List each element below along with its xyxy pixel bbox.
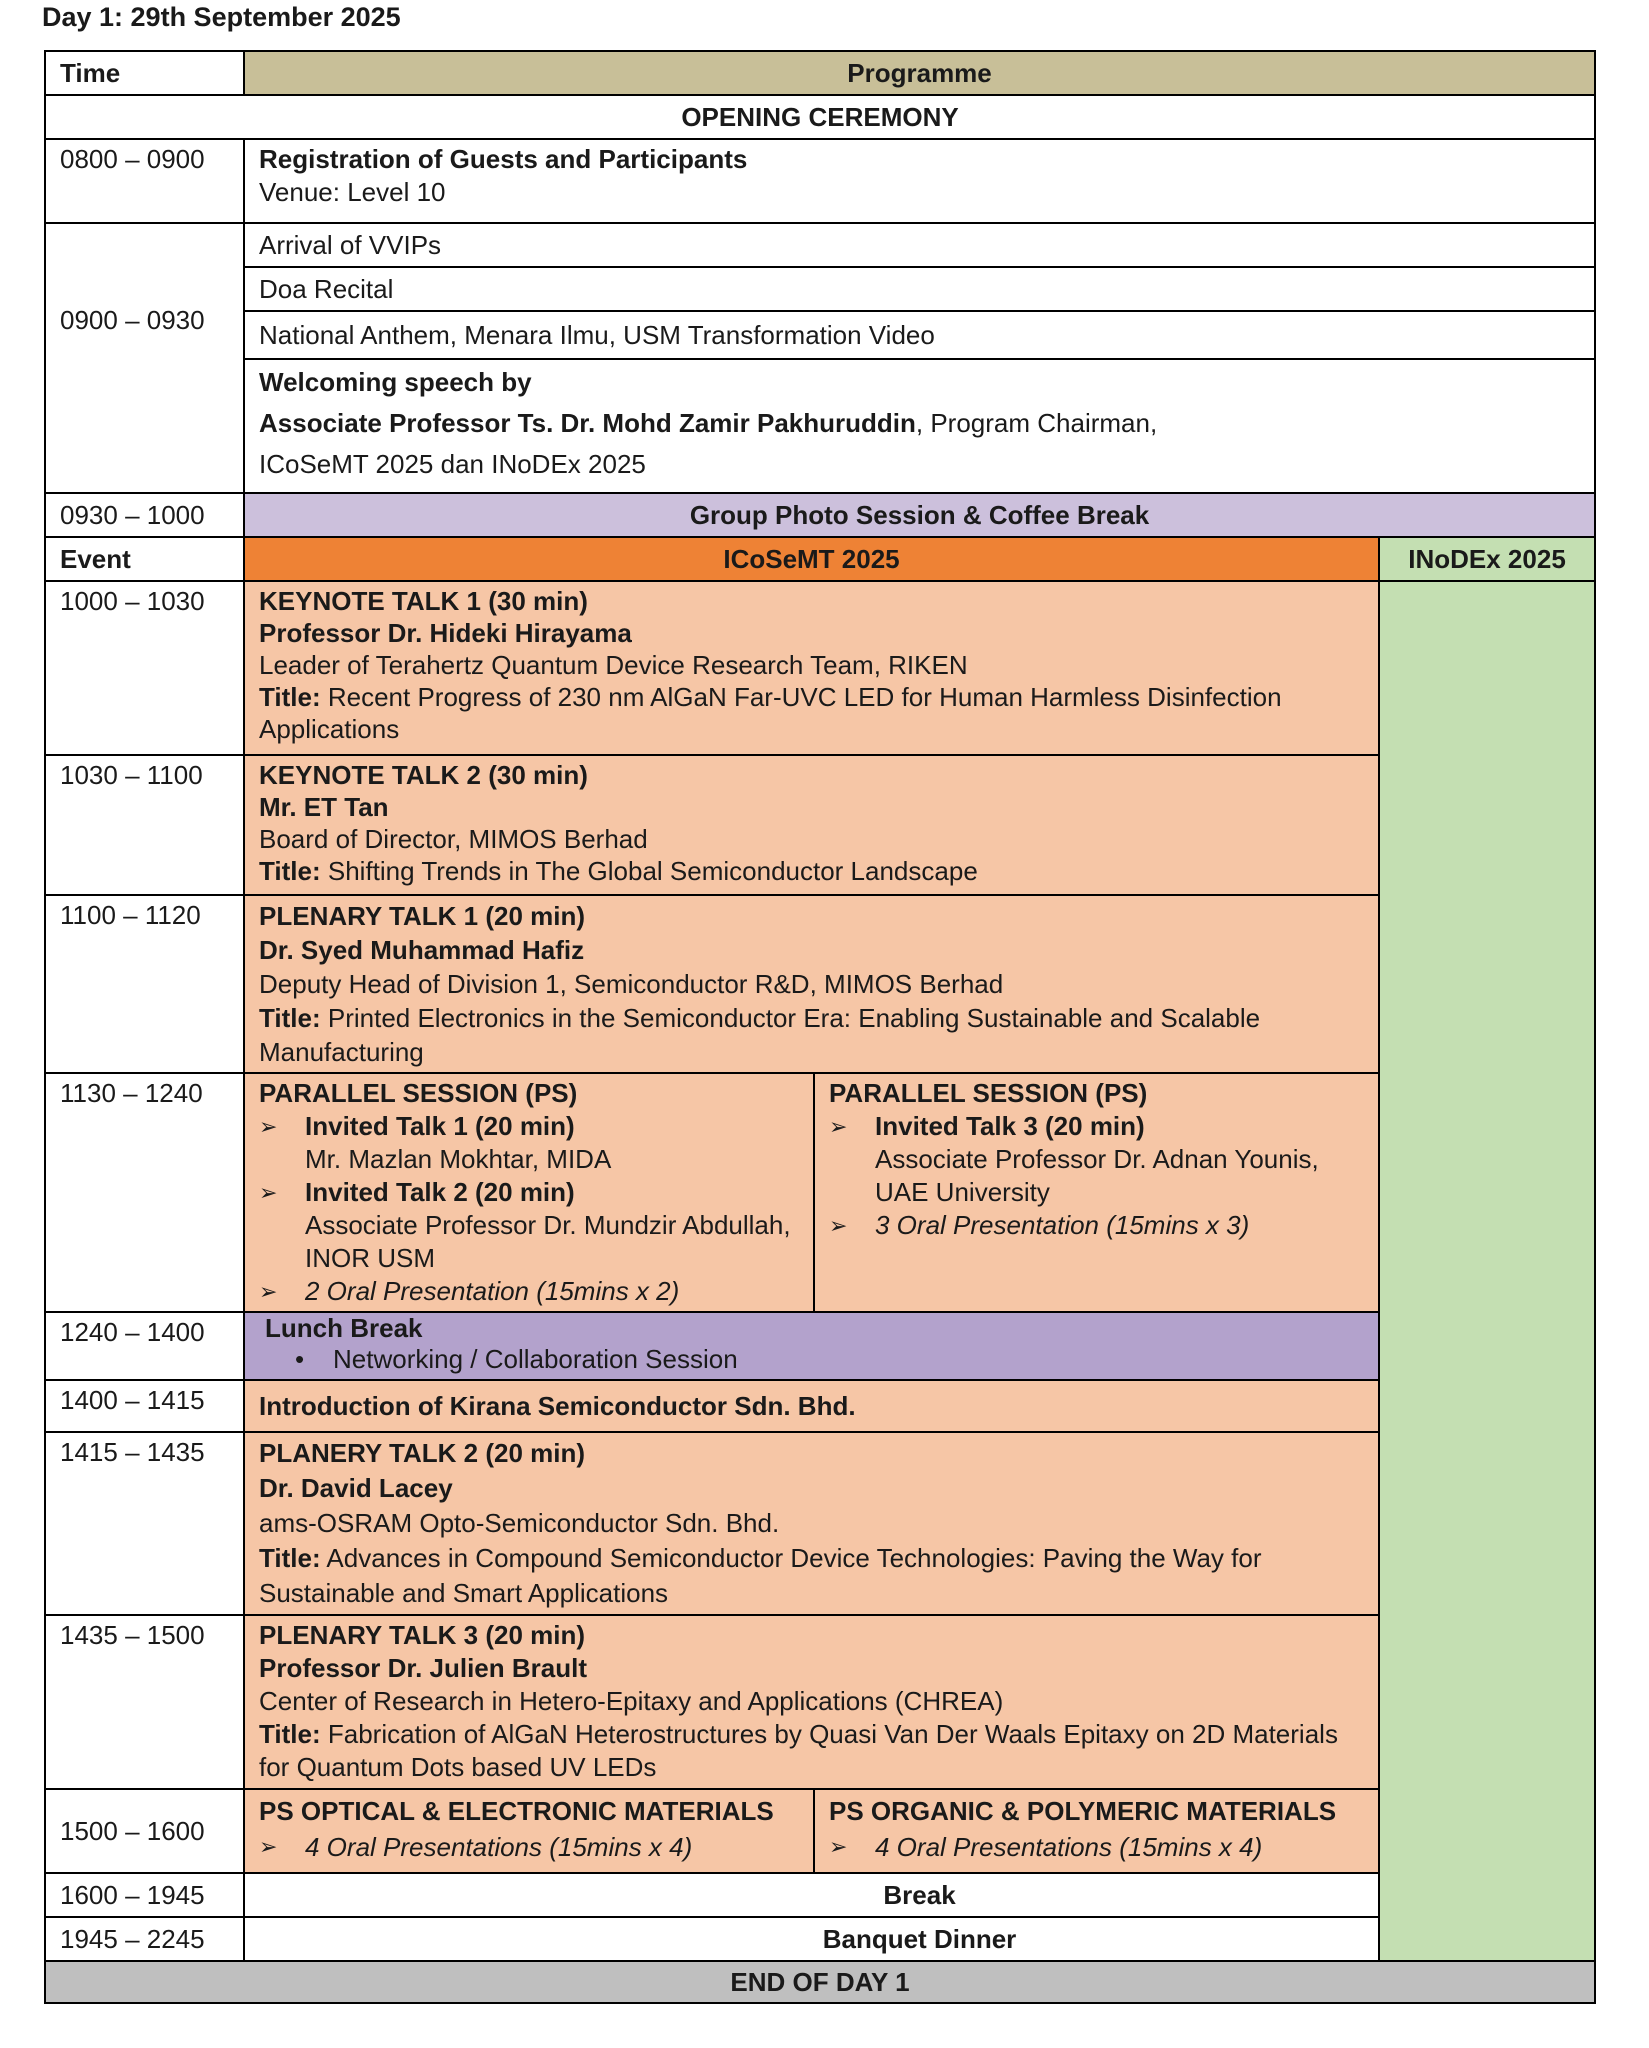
table-row [45, 1380, 1595, 1432]
oral-presentations: 2 Oral Presentation (15mins x 2) [305, 1276, 680, 1306]
table-row [45, 1615, 1595, 1789]
opening-ceremony: OPENING CEREMONY [45, 95, 1595, 139]
programme-header: Programme [244, 51, 1595, 95]
coffee-break: Group Photo Session & Coffee Break [244, 493, 1595, 537]
talk-name: Shifting Trends in The Global Semiconductor Landscape [320, 856, 978, 886]
time-cell: 0800 – 0900 [45, 139, 244, 223]
table-row [45, 223, 1595, 267]
oral-presentations: 4 Oral Presentations (15mins x 4) [875, 1832, 1263, 1862]
speaker-name: Professor Dr. Julien Brault [259, 1653, 587, 1683]
table-row [45, 311, 1595, 359]
end-of-day: END OF DAY 1 [45, 1961, 1595, 2003]
oral-presentations: 4 Oral Presentations (15mins x 4) [305, 1832, 693, 1862]
table-row [45, 359, 1595, 493]
title-label: Title: [259, 856, 321, 886]
welcome-event: ICoSeMT 2025 dan INoDEx 2025 [259, 449, 646, 479]
talk-title: PLENARY TALK 1 (20 min) [259, 901, 586, 931]
table-row [45, 493, 1595, 537]
keynote-1-cell [244, 581, 1379, 755]
speaker-name: Mr. ET Tan [259, 792, 389, 822]
end-row [45, 1961, 1595, 2003]
oral-presentations: 3 Oral Presentation (15mins x 3) [875, 1210, 1250, 1240]
time-cell: 1435 – 1500 [45, 1615, 244, 1789]
parallel-session-right [814, 1073, 1379, 1312]
title-label: Title: [259, 1003, 321, 1033]
table-row [45, 895, 1595, 1073]
schedule-table [44, 50, 1596, 2004]
icosemt-header: ICoSeMT 2025 [244, 537, 1379, 581]
talk-title: KEYNOTE TALK 1 (30 min) [259, 586, 588, 616]
talk-name: Printed Electronics in the Semiconductor Era: Enabling Sustainable and Scalable Manufacturing [259, 1003, 1261, 1067]
banquet-dinner-cell: Banquet Dinner [244, 1917, 1595, 1961]
invited-talk-3-speaker: Associate Professor Dr. Adnan Younis, UAE University [875, 1144, 1319, 1207]
talk-name: Recent Progress of 230 nm AlGaN Far-UVC LED for Human Harmless Disinfection Applications [259, 682, 1282, 744]
ps-organic-cell [814, 1789, 1379, 1873]
ps-optical-cell [244, 1789, 814, 1873]
venue: Venue: Level 10 [259, 177, 446, 207]
invited-talk-2: Invited Talk 2 (20 min) [305, 1177, 575, 1207]
time-header: Time [45, 51, 244, 95]
keynote-2-cell [244, 755, 1379, 895]
programme-cell: Arrival of VVIPs [244, 223, 1595, 267]
page-title: Day 1: 29th September 2025 [42, 2, 401, 32]
speaker-affiliation: ams-OSRAM Opto-Semiconductor Sdn. Bhd. [259, 1508, 780, 1538]
speaker-affiliation: Deputy Head of Division 1, Semiconductor R&D, MIMOS Berhad [259, 969, 1004, 999]
programme-cell [244, 359, 1595, 493]
welcome-title: Welcoming speech by [259, 367, 532, 397]
time-cell: 1130 – 1240 [45, 1073, 244, 1312]
table-row [45, 1873, 1595, 1917]
programme-cell [244, 139, 1595, 223]
opening-row [45, 95, 1595, 139]
welcome-speaker: Associate Professor Ts. Dr. Mohd Zamir Pakhuruddin [259, 408, 916, 438]
time-cell: 1000 – 1030 [45, 581, 244, 755]
parallel-session-left [244, 1073, 814, 1312]
arrow-bullet-icon: ➢ [259, 1279, 278, 1304]
time-cell: 1240 – 1400 [45, 1312, 244, 1380]
title-label: Title: [259, 1543, 321, 1573]
invited-talk-3: Invited Talk 3 (20 min) [875, 1111, 1145, 1141]
session-title: PS OPTICAL & ELECTRONIC MATERIALS [259, 1796, 774, 1826]
arrow-bullet-icon: ➢ [829, 1114, 848, 1139]
table-row [45, 755, 1595, 895]
invited-talk-2-speaker: Associate Professor Dr. Mundzir Abdullah, INOR USM [305, 1210, 791, 1273]
arrow-bullet-icon: ➢ [829, 1834, 848, 1859]
speaker-name: Professor Dr. Hideki Hirayama [259, 618, 632, 648]
kirana-intro: Introduction of Kirana Semiconductor Sdn. Bhd. [244, 1380, 1379, 1432]
time-cell: 0930 – 1000 [45, 493, 244, 537]
table-row [45, 1073, 1595, 1312]
speaker-affiliation: Leader of Terahertz Quantum Device Research Team, RIKEN [259, 650, 968, 680]
talk-title: KEYNOTE TALK 2 (30 min) [259, 760, 588, 790]
time-cell: 0900 – 0930 [45, 223, 244, 493]
time-cell: 1415 – 1435 [45, 1432, 244, 1615]
table-row [45, 139, 1595, 223]
talk-title: PLANERY TALK 2 (20 min) [259, 1438, 586, 1468]
talk-name: Fabrication of AlGaN Heterostructures by Quasi Van Der Waals Epitaxy on 2D Materials for Quantum Dots based UV LEDs [259, 1719, 1338, 1782]
lunch-title: Lunch Break [265, 1313, 423, 1343]
speaker-affiliation: Center of Research in Hetero-Epitaxy and Applications (CHREA) [259, 1686, 1004, 1716]
table-row [45, 1312, 1595, 1380]
session-title: PARALLEL SESSION (PS) [259, 1078, 578, 1108]
inodex-column [1379, 581, 1595, 1961]
plenary-1-cell [244, 895, 1379, 1073]
time-cell: 1500 – 1600 [45, 1789, 244, 1873]
talk-name: Advances in Compound Semiconductor Device Technologies: Paving the Way for Sustainable and Smart Applications [259, 1543, 1262, 1608]
table-row [45, 1789, 1595, 1873]
arrow-bullet-icon: ➢ [259, 1180, 278, 1205]
time-cell: 1100 – 1120 [45, 895, 244, 1073]
event-header-row [45, 537, 1595, 581]
table-row [45, 581, 1595, 755]
arrow-bullet-icon: ➢ [829, 1213, 848, 1238]
bullet-dot-icon: • [295, 1344, 305, 1374]
table-row [45, 1917, 1595, 1961]
time-cell: 1945 – 2245 [45, 1917, 244, 1961]
welcome-role: , Program Chairman, [915, 408, 1158, 438]
table-row [45, 1432, 1595, 1615]
title-label: Title: [259, 682, 321, 712]
event-header: Event [45, 537, 244, 581]
arrow-bullet-icon: ➢ [259, 1834, 278, 1859]
table-row [45, 267, 1595, 311]
title-label: Title: [259, 1719, 321, 1749]
header-row [45, 51, 1595, 95]
speaker-affiliation: Board of Director, MIMOS Berhad [259, 824, 648, 854]
registration-title: Registration of Guests and Participants [259, 144, 748, 174]
inodex-header: INoDEx 2025 [1379, 537, 1595, 581]
lunch-item: Networking / Collaboration Session [333, 1344, 738, 1374]
lunch-cell [244, 1312, 1379, 1380]
invited-talk-1: Invited Talk 1 (20 min) [305, 1111, 575, 1141]
break-cell: Break [244, 1873, 1595, 1917]
time-cell: 1600 – 1945 [45, 1873, 244, 1917]
invited-talk-1-speaker: Mr. Mazlan Mokhtar, MIDA [305, 1144, 612, 1174]
speaker-name: Dr. David Lacey [259, 1473, 453, 1503]
programme-cell: National Anthem, Menara Ilmu, USM Transformation Video [244, 311, 1595, 359]
plenary-2-cell [244, 1432, 1379, 1615]
time-cell: 1030 – 1100 [45, 755, 244, 895]
talk-title: PLENARY TALK 3 (20 min) [259, 1620, 586, 1650]
plenary-3-cell [244, 1615, 1379, 1789]
speaker-name: Dr. Syed Muhammad Hafiz [259, 935, 585, 965]
programme-cell: Doa Recital [244, 267, 1595, 311]
time-cell: 1400 – 1415 [45, 1380, 244, 1432]
session-title: PARALLEL SESSION (PS) [829, 1078, 1148, 1108]
arrow-bullet-icon: ➢ [259, 1114, 278, 1139]
session-title: PS ORGANIC & POLYMERIC MATERIALS [829, 1796, 1337, 1826]
